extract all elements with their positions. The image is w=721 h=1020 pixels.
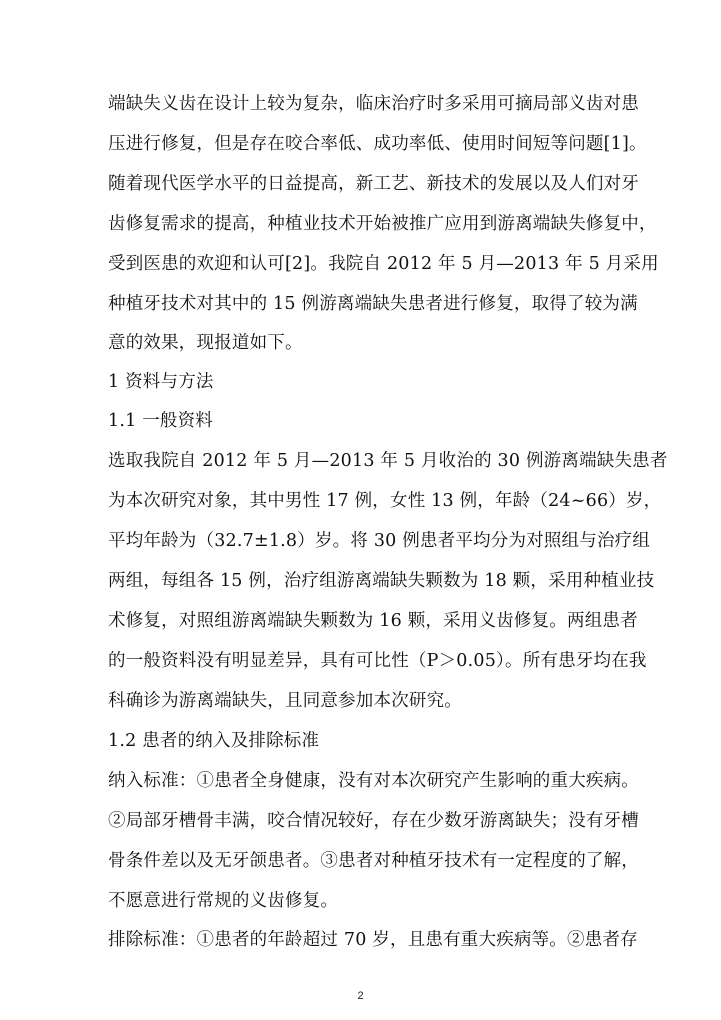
paragraph-line: 随着现代医学水平的日益提高，新工艺、新技术的发展以及人们对牙 [108, 174, 639, 194]
page-number: 2 [357, 990, 364, 1002]
paragraph-line: 不愿意进行常规的义齿修复。 [108, 891, 339, 911]
paragraph-line: 种植牙技术对其中的 15 例游离端缺失患者进行修复，取得了较为满 [108, 294, 638, 314]
paragraph-line: 端缺失义齿在设计上较为复杂，临床治疗时多采用可摘局部义齿对患 [108, 94, 639, 114]
section-heading: 1 资料与方法 [108, 372, 214, 392]
paragraph-line: 齿修复需求的提高，种植业技术开始被推广应用到游离端缺失修复中， [108, 214, 657, 234]
paragraph-line: 纳入标准：①患者全身健康，没有对本次研究产生影响的重大疾病。 [108, 771, 639, 791]
paragraph-line: 受到医患的欢迎和认可[2]。我院自 2012 年 5 月—2013 年 5 月采用 [108, 254, 659, 274]
paragraph-line: 科确诊为游离端缺失，且同意参加本次研究。 [108, 691, 462, 711]
paragraph-line: 选取我院自 2012 年 5 月—2013 年 5 月收治的 30 例游离端缺失患者 [108, 451, 668, 471]
paragraph-line: 平均年龄为（32.7±1.8）岁。将 30 例患者平均分为对照组与治疗组 [108, 531, 651, 551]
paragraph-line: ②局部牙槽骨丰满，咬合情况较好，存在少数牙游离缺失；没有牙槽 [108, 811, 639, 831]
subsection-heading: 1.1 一般资料 [108, 411, 213, 431]
paragraph-line: 压进行修复，但是存在咬合率低、成功率低、使用时间短等问题[1]。 [108, 134, 647, 154]
paragraph-line: 的一般资料没有明显差异，具有可比性（P＞0.05）。所有患牙均在我 [108, 651, 647, 671]
paragraph-line: 排除标准：①患者的年龄超过 70 岁，且患有重大疾病等。②患者存 [108, 930, 638, 950]
paragraph-line: 为本次研究对象，其中男性 17 例，女性 13 例，年龄（24~66）岁， [108, 491, 662, 511]
subsection-heading: 1.2 患者的纳入及排除标准 [108, 731, 320, 751]
paragraph-line: 术修复，对照组游离端缺失颗数为 16 颗，采用义齿修复。两组患者 [108, 611, 638, 631]
paragraph-line: 骨条件差以及无牙颌患者。③患者对种植牙技术有一定程度的了解， [108, 851, 639, 871]
paragraph-line: 两组，每组各 15 例，治疗组游离端缺失颗数为 18 颗，采用种植业技 [108, 571, 655, 591]
paragraph-line: 意的效果，现报道如下。 [108, 333, 303, 353]
